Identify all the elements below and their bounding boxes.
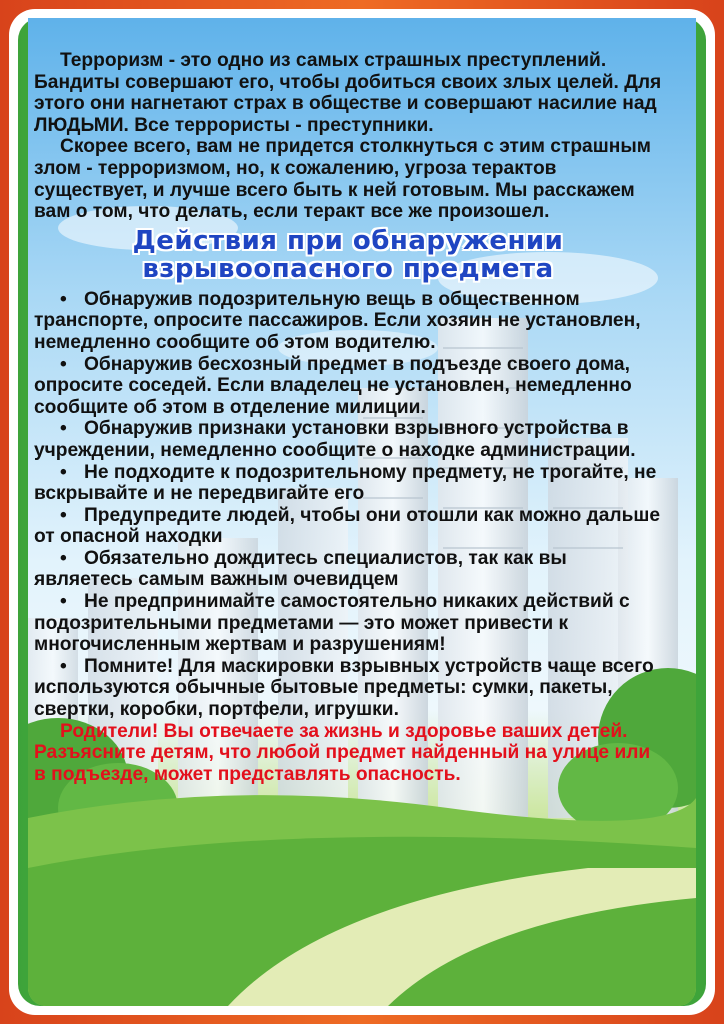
bullet-icon: • bbox=[60, 461, 67, 483]
section-heading bbox=[34, 227, 662, 283]
intro-paragraph: Скорее всего, вам не придется столкнуться с этим страшным злом - терроризмом, но, к сожалению, угроза терактов существует, и лучше всего быть к ней готовым. Мы расскажем вам о том, что делать, если теракт все же произошел. bbox=[34, 136, 651, 223]
list-item-text: Не подходите к подозрительному предмету, не трогайте, не вскрывайте и не передвигайте его bbox=[34, 461, 657, 505]
list-item-text: Не предпринимайте самостоятельно никаких действий с подозрительными предметами — это может привести к многочисленным жертвам и разрушениям! bbox=[34, 591, 630, 656]
list-item bbox=[34, 462, 662, 505]
bullet-icon: • bbox=[60, 591, 67, 613]
bullet-icon: • bbox=[60, 547, 67, 569]
list-item bbox=[34, 354, 662, 419]
heading-line: взрывоопасного предмета bbox=[142, 253, 554, 284]
bullet-icon: • bbox=[60, 418, 67, 440]
list-item bbox=[34, 548, 662, 591]
list-item bbox=[34, 591, 662, 656]
bullet-icon: • bbox=[60, 655, 67, 677]
list-item-text: Помните! Для маскировки взрывных устройств чаще всего используются обычные бытовые предметы: сумки, пакеты, свертки, коробки, портфели, игрушки. bbox=[34, 655, 654, 721]
poster-text bbox=[34, 50, 662, 785]
heading-line: Действия при обнаружении bbox=[132, 225, 564, 256]
parents-warning: Родители! Вы отвечаете за жизнь и здоровье ваших детей. Разъясните детям, что любой предмет найденный на улице или в подъезде, может представлять опасность. bbox=[34, 720, 651, 785]
list-item bbox=[34, 505, 662, 548]
list-item-text: Предупредите людей, чтобы они отошли как можно дальше от опасной находки bbox=[34, 504, 661, 548]
list-item-text: Обязательно дождитесь специалистов, так как вы являетесь самым важным очевидцем bbox=[34, 547, 567, 591]
bullet-icon: • bbox=[60, 288, 67, 310]
bullet-icon: • bbox=[60, 353, 67, 375]
list-item bbox=[34, 289, 662, 354]
bullet-icon: • bbox=[60, 504, 67, 526]
list-item-text: Обнаружив бесхозный предмет в подъезде своего дома, опросите соседей. Если владелец не установлен, немедленно сообщите об этом в отделение милиции. bbox=[34, 353, 632, 418]
list-item-text: Обнаружив признаки установки взрывного устройства в учреждении, немедленно сообщите о находке администрации. bbox=[34, 418, 636, 461]
list-item bbox=[34, 656, 662, 721]
list-item bbox=[34, 418, 662, 461]
list-item-text: Обнаружив подозрительную вещь в общественном транспорте, опросите пассажиров. Если хозяин не установлен, немедленно сообщите об этом водителю. bbox=[34, 288, 641, 353]
intro-paragraph: Терроризм - это одно из самых страшных преступлений. Бандиты совершают его, чтобы добиться своих злых целей. Для этого они нагнетают страх в обществе и совершают насилие над ЛЮДЬМИ. Все террористы - преступники. bbox=[34, 50, 662, 136]
instructions-list bbox=[34, 289, 662, 721]
